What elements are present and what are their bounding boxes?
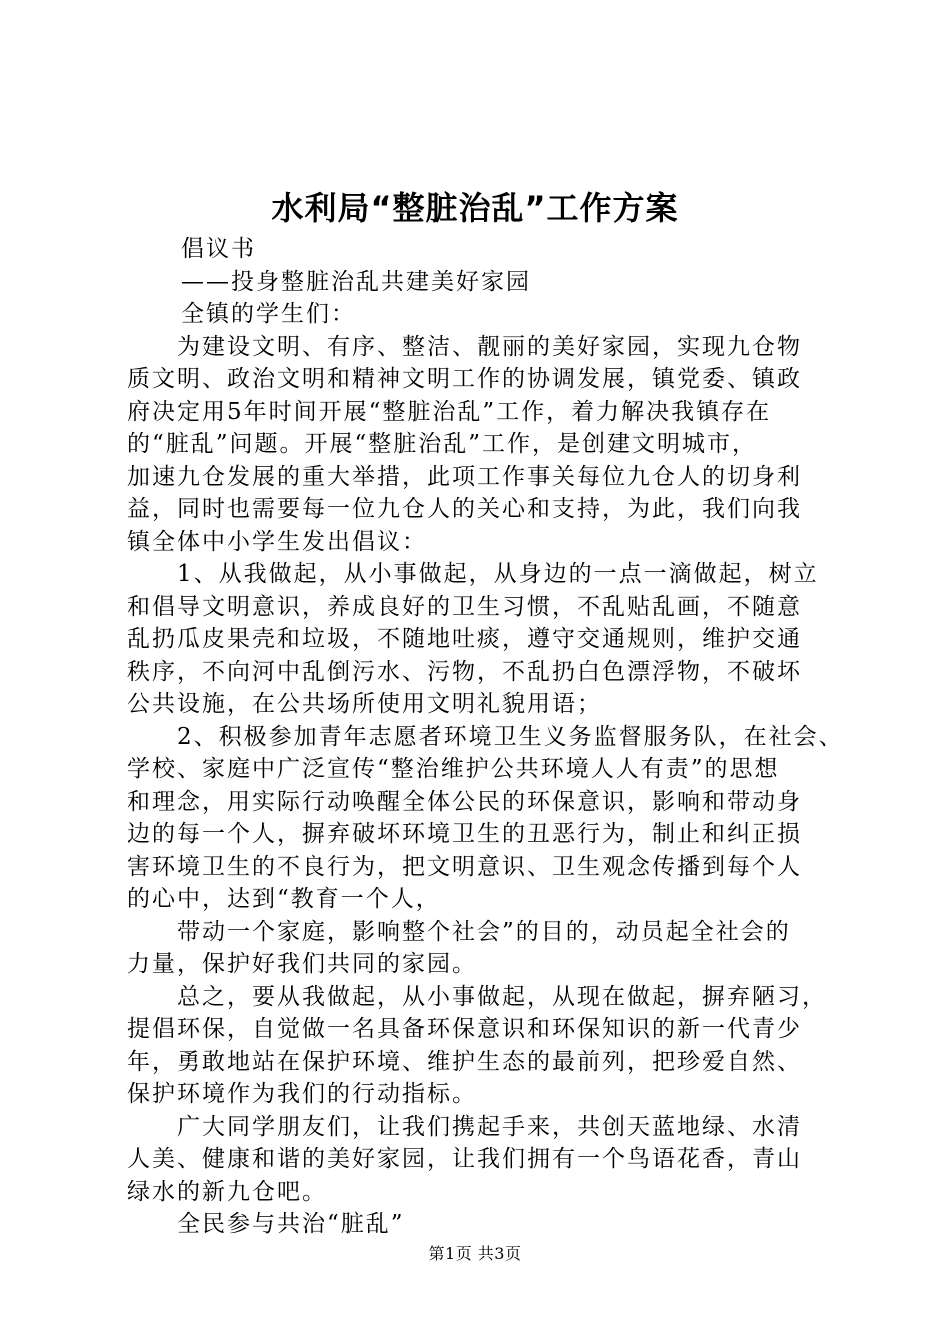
paragraph-line: 绿水的新九仓吧。: [127, 1178, 327, 1205]
salutation: 全镇的学生们：: [181, 301, 356, 327]
paragraph-line: 年，勇敢地站在保护环境、维护生态的最前列，把珍爱自然、: [127, 1048, 802, 1075]
paragraph-line: 质文明、政治文明和精神文明工作的协调发展，镇党委、镇政: [127, 366, 802, 392]
paragraph-line: 边的每一个人，摒弃破坏环境卫生的丑恶行为，制止和纠正损: [127, 821, 802, 847]
paragraph-line: 提倡环保，自觉做一名具备环保意识和环保知识的新一代青少: [127, 1016, 802, 1042]
paragraph-line: 害环境卫生的不良行为，把文明意识、卫生观念传播到每个人: [127, 853, 802, 880]
heading-proposal: 倡议书: [181, 236, 256, 262]
closing-line: 全民参与共治“脏乱”: [177, 1211, 405, 1237]
subheading: ——投身整脏治乱共建美好家园: [181, 268, 531, 295]
paragraph-line: 乱扔瓜皮果壳和垃圾，不随地吐痰，遵守交通规则，维护交通: [127, 626, 802, 652]
page-footer: 第1页 共3页: [428, 1244, 522, 1263]
document-title: 水利局“整脏治乱”工作方案: [271, 189, 679, 227]
paragraph-line: 镇全体中小学生发出倡议：: [127, 528, 427, 555]
document-body: [127, 233, 844, 1241]
paragraph-line: 1、从我做起，从小事做起，从身边的一点一滴做起，树立: [177, 561, 819, 587]
paragraph-line: 总之，要从我做起，从小事做起，从现在做起，摒弃陋习，: [177, 983, 827, 1010]
paragraph-line: 保护环境作为我们的行动指标。: [127, 1081, 477, 1107]
paragraph-line: 广大同学朋友们，让我们携起手来，共创天蓝地绿、水清: [177, 1113, 802, 1140]
paragraph-line: 秩序，不向河中乱倒污水、污物，不乱扔白色漂浮物，不破坏: [127, 658, 802, 685]
paragraph-line: 力量，保护好我们共同的家园。: [127, 951, 477, 977]
paragraph-line: 学校、家庭中广泛宣传“整治维护公共环境人人有责”的思想: [127, 756, 780, 782]
paragraph-line: 和理念，用实际行动唤醒全体公民的环保意识，影响和带动身: [127, 788, 802, 815]
paragraph-line: 的“脏乱”问题。开展“整脏治乱”工作，是创建文明城市，: [127, 431, 758, 457]
paragraph-line: 的心中，达到“教育一个人，: [127, 886, 441, 912]
paragraph-line: 加速九仓发展的重大举措，此项工作事关每位九仓人的切身利: [127, 463, 802, 490]
paragraph-line: 带动一个家庭，影响整个社会”的目的，动员起全社会的: [177, 918, 791, 945]
paragraph-line: 和倡导文明意识，养成良好的卫生习惯，不乱贴乱画，不随意: [127, 593, 802, 620]
paragraph-line: 府决定用5年时间开展“整脏治乱”工作，着力解决我镇存在: [127, 398, 772, 425]
paragraph-line: 人美、健康和谐的美好家园，让我们拥有一个鸟语花香，青山: [127, 1146, 802, 1172]
paragraph-line: 益，同时也需要每一位九仓人的关心和支持，为此，我们向我: [127, 496, 802, 522]
paragraph-line: 为建设文明、有序、整洁、靓丽的美好家园，实现九仓物: [177, 333, 802, 360]
paragraph-line: 公共设施，在公共场所使用文明礼貌用语；: [127, 691, 602, 717]
paragraph-line: 2、积极参加青年志愿者环境卫生义务监督服务队，在社会、: [177, 723, 844, 750]
